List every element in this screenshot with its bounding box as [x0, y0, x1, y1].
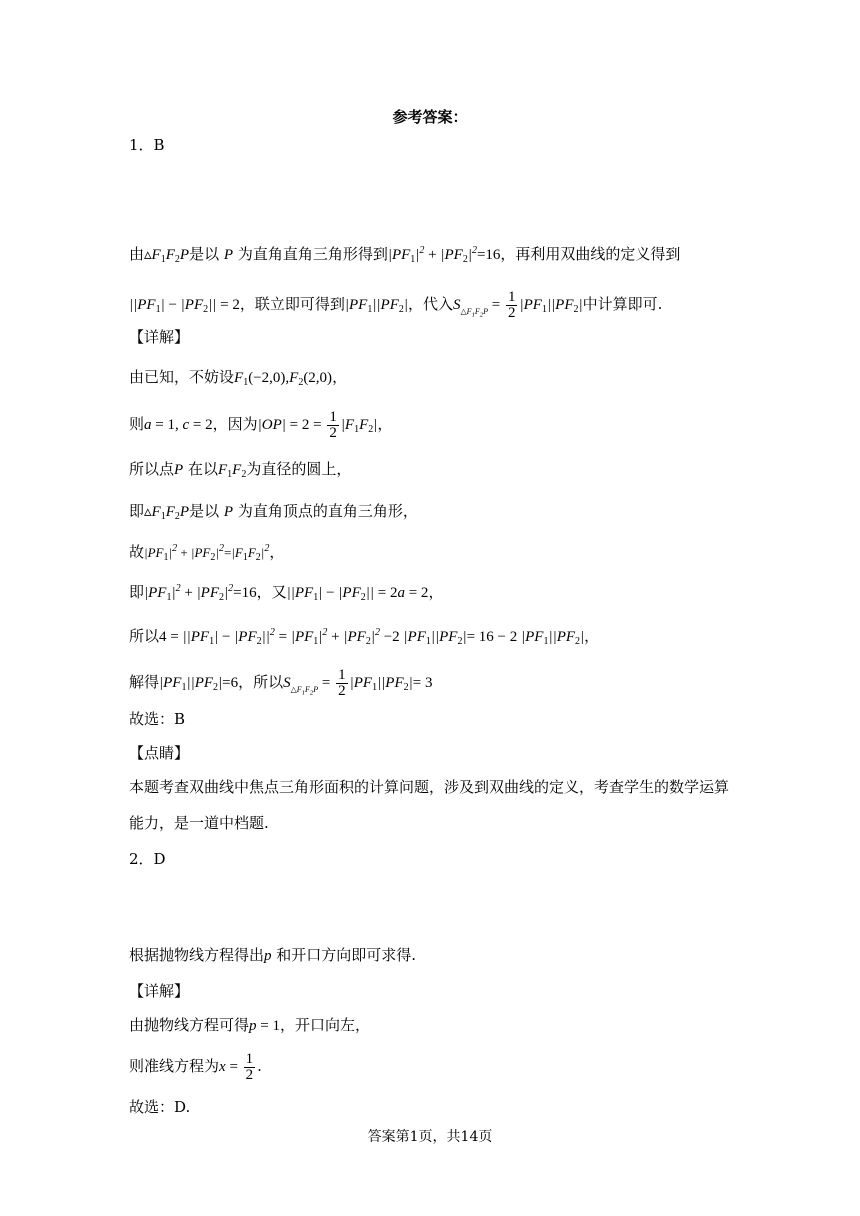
formula: $▵F_1F_2P$ [144, 247, 190, 265]
q2-analysis [129, 944, 416, 967]
q1-step-3 [129, 458, 351, 486]
formula: $|PF_1||PF_2|$ [344, 296, 409, 315]
formula: $||PF_1| - |PF_2|| = 2$ [129, 296, 240, 315]
text: 解得 [129, 672, 160, 691]
text: ，又 [256, 583, 287, 601]
text: 由已知，不妨设 [129, 368, 235, 386]
formula: P [223, 247, 234, 263]
formula: P [223, 504, 234, 520]
q2-answer: 2．D [129, 850, 166, 868]
text: 中计算即可. [582, 294, 663, 313]
text: ， [269, 543, 285, 561]
text: ，再利用双曲线的定义得到 [500, 245, 681, 263]
formula: $4 = ||PF_1| - |PF_2||^2 = |PF_1|^2 + |PF_2|^2 -2$ $|PF_1||PF_2|= 16 - 2$ $|PF_1||PF_2|$ [159, 627, 585, 647]
q1-comment-heading: 【点睛】 [129, 744, 190, 762]
page-footer: 答案第1页，共14页 [367, 1129, 493, 1145]
q1-step-4 [129, 500, 418, 528]
q1-comment-line-2: 能力，是一道中档题. [129, 814, 269, 832]
text: ，代入 [408, 294, 454, 313]
text: 在以 [187, 460, 218, 478]
formula: $F_1F_2$ [217, 462, 247, 480]
q2-detail-heading: 【详解】 [129, 982, 190, 1000]
text: 为直径的圆上， [246, 460, 352, 478]
text: ， [428, 583, 444, 601]
q1-detail-heading: 【详解】 [129, 328, 190, 346]
text: ， [332, 368, 348, 386]
formula: $|PF_1||PF_2|=6$ [159, 674, 239, 693]
text: 为直角直角三角形得到 [237, 245, 388, 263]
q1-comment-line-1: 本题考查双曲线中焦点三角形面积的计算问题，涉及到双曲线的定义，考查学生的数学运算 [129, 778, 730, 796]
formula: $||PF_1| - |PF_2|| = 2a = 2$ [286, 585, 429, 603]
text: 即 [129, 583, 145, 601]
formula: P [174, 462, 184, 478]
q1-choice: 故选：B [129, 710, 186, 728]
text: 由 [129, 245, 145, 263]
text: 是以 [189, 245, 220, 263]
formula: p = 1 [249, 1018, 280, 1034]
formula: $|PF_1|^2 + |PF_2|^2=|F_1F_2|^2$ [144, 543, 270, 563]
text: ，因为 [212, 414, 258, 433]
text: 则准线方程为 [129, 1056, 220, 1075]
formula: a = 1, c = 2 [144, 416, 213, 433]
formula: |OP| = 2 = $\frac{1}{2}$ $|F_1F_2|$ [257, 409, 378, 441]
q1-step-2 [129, 410, 392, 441]
formula: $S_{\triangle F_1F_2P}$ = $\frac{1}{2}$ $|PF_1||PF_2|$ [453, 289, 583, 321]
text: ， [377, 414, 393, 433]
q2-step-2 [129, 1052, 262, 1083]
text: ，所以 [238, 672, 284, 691]
text: 所以点 [129, 460, 175, 478]
text: 根据抛物线方程得出 [129, 946, 265, 964]
text: 则 [129, 414, 145, 433]
text: 为直角顶点的直角三角形， [237, 502, 418, 520]
q2-choice: 故选：D. [129, 1098, 191, 1116]
q1-step-6 [129, 578, 443, 609]
formula: $▵F_1F_2P$ [144, 504, 190, 522]
text: 所以 [129, 627, 160, 645]
page-title: 参考答案： [392, 108, 468, 126]
q1-step-8 [129, 668, 432, 705]
text: ， [584, 627, 600, 645]
formula: $|PF_1|^2 + |PF_2|^2=16$ [144, 583, 257, 603]
formula: x = $\frac{1}{2}$ [219, 1051, 254, 1083]
text: . [257, 1056, 262, 1075]
q1-step-7 [129, 622, 599, 653]
formula: $|PF_1|^2 + |PF_2|^2=16$ [387, 245, 501, 265]
text: ，联立即可得到 [239, 294, 345, 313]
q1-step-5 [129, 538, 284, 569]
q2-step-1 [129, 1014, 370, 1037]
text: ，开口向左， [279, 1016, 370, 1034]
formula: $S_{\triangle F_1F_2P}$ = $\frac{1}{2}$ $|PF_1||PF_2|= 3$ [283, 667, 433, 699]
formula: $F_1(-2,0),F_2(2,0)$ [234, 370, 333, 388]
text: 是以 [189, 502, 220, 520]
formula: p [264, 948, 272, 964]
q1-step-1 [129, 366, 347, 394]
text: 和开口方向即可求得. [276, 946, 417, 964]
text: 由抛物线方程可得 [129, 1016, 250, 1034]
q1-analysis-line-2 [129, 290, 662, 327]
q1-answer: 1．B [129, 136, 165, 154]
text: 故 [129, 543, 145, 561]
q1-analysis-line-1 [129, 240, 680, 271]
text: 即 [129, 502, 145, 520]
